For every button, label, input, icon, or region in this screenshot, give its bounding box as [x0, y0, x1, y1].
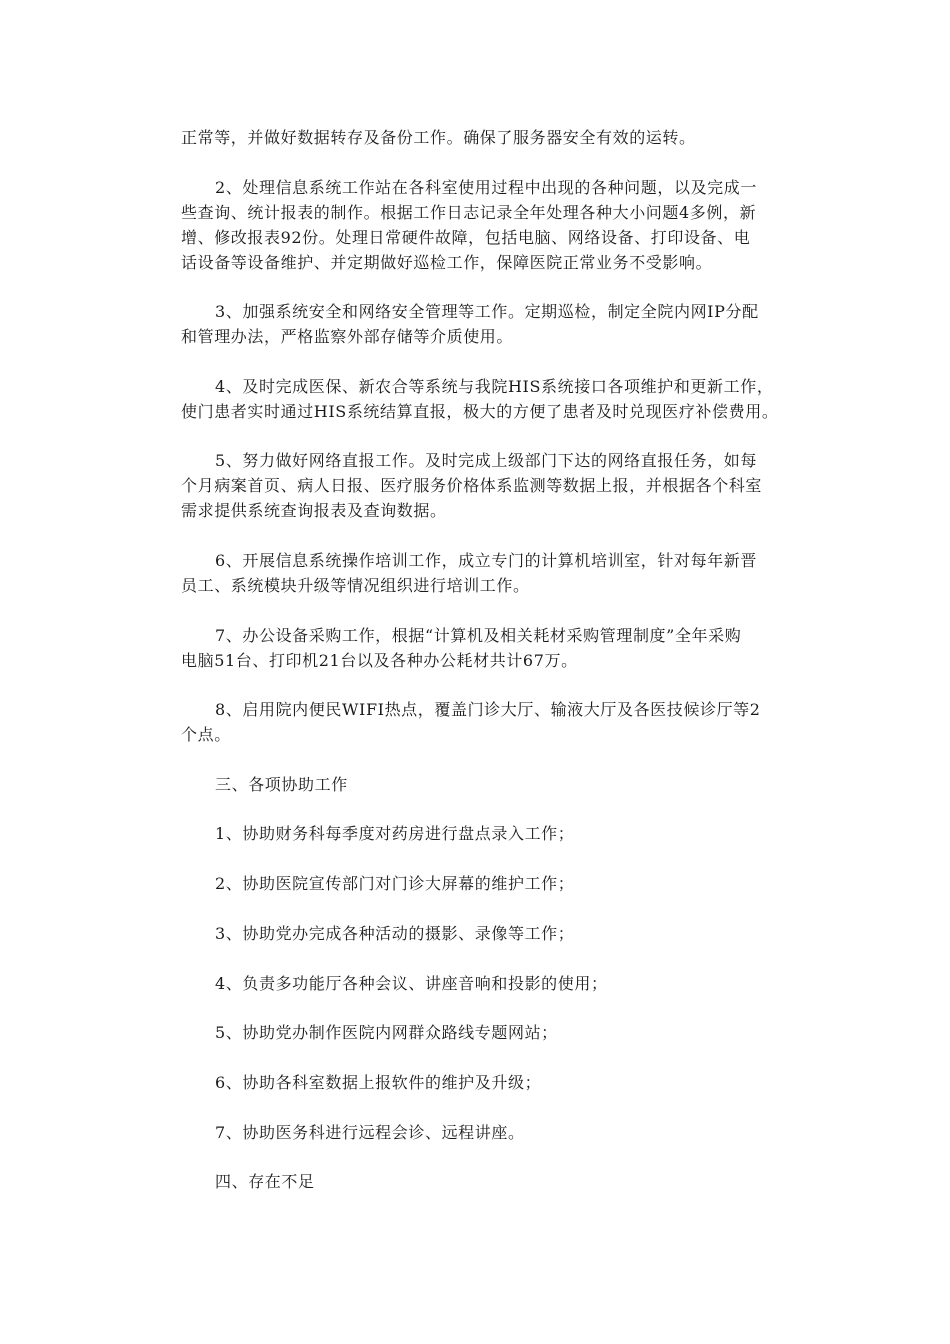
- paragraph-line: 需求提供系统查询报表及查询数据。: [181, 501, 447, 520]
- paragraph-line: 正常等，并做好数据转存及备份工作。确保了服务器安全有效的运转。: [181, 128, 696, 147]
- paragraph-line: 5、努力做好网络直报工作。及时完成上级部门下达的网络直报任务，如每: [215, 451, 757, 470]
- paragraph-line: 和管理办法，严格监察外部存储等介质使用。: [181, 327, 514, 346]
- list-item: 6、协助各科室数据上报软件的维护及升级；: [215, 1073, 542, 1092]
- paragraph-line: 话设备等设备维护、并定期做好巡检工作，保障医院正常业务不受影响。: [181, 253, 713, 272]
- paragraph-line: 个月病案首页、病人日报、医疗服务价格体系监测等数据上报，并根据各个科室: [181, 476, 763, 495]
- paragraph-line: 些查询、统计报表的制作。根据工作日志记录全年处理各种大小问题4多例，新: [181, 203, 757, 222]
- list-item: 5、协助党办制作医院内网群众路线专题网站；: [215, 1023, 558, 1042]
- list-item: 1、协助财务科每季度对药房进行盘点录入工作；: [215, 824, 575, 843]
- paragraph-line: 使门患者实时通过HIS系统结算直报，极大的方便了患者及时兑现医疗补偿费用。: [181, 402, 779, 421]
- section-heading: 三、各项协助工作: [215, 775, 348, 794]
- list-item: 4、负责多功能厅各种会议、讲座音响和投影的使用；: [215, 974, 608, 993]
- paragraph-line: 增、修改报表92份。处理日常硬件故障，包括电脑、网络设备、打印设备、电: [181, 228, 751, 247]
- paragraph-line: 2、处理信息系统工作站在各科室使用过程中出现的各种问题，以及完成一: [215, 178, 757, 197]
- paragraph-line: 电脑51台、打印机21台以及各种办公耗材共计67万。: [181, 651, 578, 670]
- paragraph-line: 7、办公设备采购工作，根据“计算机及相关耗材采购管理制度”全年采购: [215, 626, 742, 645]
- paragraph-line: 3、加强系统安全和网络安全管理等工作。定期巡检，制定全院内网IP分配: [215, 302, 759, 321]
- paragraph-line: 8、启用院内便民WIFI热点，覆盖门诊大厅、输液大厅及各医技候诊厅等2: [215, 700, 761, 719]
- list-item: 3、协助党办完成各种活动的摄影、录像等工作；: [215, 924, 575, 943]
- list-item: 2、协助医院宣传部门对门诊大屏幕的维护工作；: [215, 874, 575, 893]
- paragraph-line: 个点。: [181, 725, 231, 744]
- section-heading: 四、存在不足: [215, 1172, 315, 1191]
- paragraph-line: 员工、系统模块升级等情况组织进行培训工作。: [181, 576, 530, 595]
- list-item: 7、协助医务科进行远程会诊、远程讲座。: [215, 1123, 525, 1142]
- paragraph-line: 6、开展信息系统操作培训工作，成立专门的计算机培训室，针对每年新晋: [215, 551, 757, 570]
- paragraph-line: 4、及时完成医保、新农合等系统与我院HIS系统接口各项维护和更新工作，: [215, 377, 774, 396]
